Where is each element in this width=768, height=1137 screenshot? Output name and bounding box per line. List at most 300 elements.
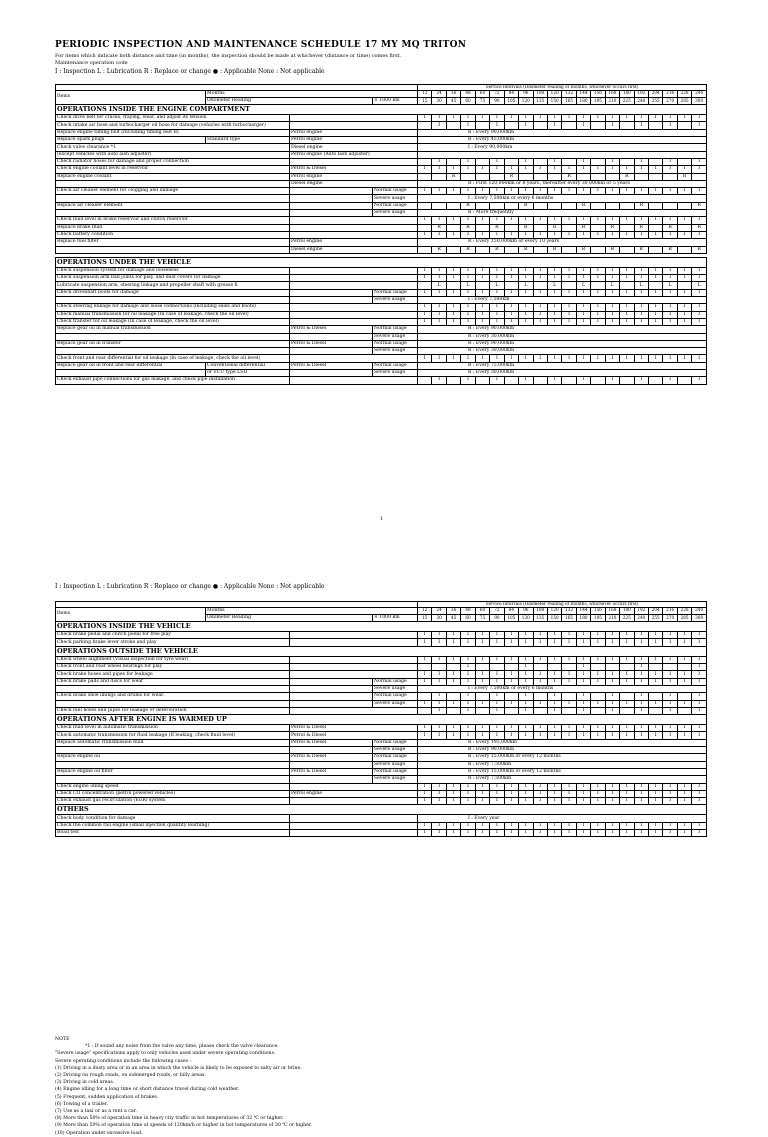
interval-cell: I	[533, 639, 547, 646]
odometer-label: Odometer Reading	[206, 614, 373, 621]
table-row	[56, 664, 707, 671]
table-row	[56, 830, 707, 837]
item-label: Replace fuel filter	[56, 239, 290, 246]
interval-cell: I	[677, 725, 691, 732]
interval-cell: I	[533, 289, 547, 296]
interval-cell: I	[634, 289, 648, 296]
km-value: 210	[605, 614, 619, 621]
interval-cell: I	[432, 377, 446, 384]
interval-cell: I	[663, 122, 677, 129]
interval-cell	[562, 377, 576, 384]
months-value: 132	[562, 607, 576, 614]
interval-cell	[649, 224, 663, 231]
interval-cell: I	[620, 790, 634, 797]
interval-cell: I	[620, 798, 634, 805]
item-label: Check the common rail engine (small injection quantity learning)	[56, 822, 290, 829]
months-value: 60	[475, 90, 489, 97]
interval-cell: I	[576, 822, 590, 829]
interval-cell: I	[562, 217, 576, 224]
interval-cell: I	[576, 166, 590, 173]
interval-cell: R	[490, 224, 504, 231]
item-label: Replace gear oil in front and rear differential	[56, 362, 206, 369]
interval-cell: I	[446, 115, 460, 122]
interval-cell: I	[692, 166, 707, 173]
km-value: 90	[490, 97, 504, 104]
months-value: 108	[533, 90, 547, 97]
interval-cell: I	[605, 783, 619, 790]
interval-cell: I	[591, 355, 605, 362]
interval-cell: L	[576, 282, 590, 289]
interval-cell: I	[605, 693, 619, 700]
interval-cell	[446, 377, 460, 384]
interval-cell: I	[562, 798, 576, 805]
code-title: Maintenance operation code	[55, 60, 128, 66]
interval-cell: I	[504, 783, 518, 790]
interval-cell: R	[519, 202, 533, 209]
interval-cell: I	[418, 311, 432, 318]
interval-cell: I	[562, 822, 576, 829]
interval-cell: I	[446, 656, 460, 663]
engine-type	[290, 815, 418, 822]
km-value: 165	[562, 614, 576, 621]
item-label: Check front and rear differential for oil leakage (In case of leakage, check the oil level)	[56, 355, 290, 362]
interval-cell: I	[562, 318, 576, 325]
table-row	[56, 239, 707, 246]
interval-cell: I	[461, 700, 475, 707]
interval-cell: I	[663, 217, 677, 224]
interval-cell: I	[634, 158, 648, 165]
item-label: Check brake pads and discs for wear	[56, 678, 290, 685]
usage-type: Normal usage	[373, 754, 418, 761]
interval-cell	[649, 173, 663, 180]
engine-type	[290, 707, 418, 714]
interval-note: R : Every 90,000km	[418, 340, 707, 347]
odometer-label: Odometer Reading	[206, 97, 373, 104]
interval-cell: I	[562, 632, 576, 639]
engine-type	[290, 282, 418, 289]
interval-cell	[562, 224, 576, 231]
interval-cell	[620, 707, 634, 714]
interval-cell: I	[519, 115, 533, 122]
interval-cell: I	[663, 304, 677, 311]
interval-cell	[432, 664, 446, 671]
interval-cell: I	[591, 783, 605, 790]
interval-cell: I	[591, 830, 605, 837]
interval-cell: I	[475, 231, 489, 238]
interval-cell: I	[475, 267, 489, 274]
engine-type: Petrol & Diesel	[290, 725, 418, 732]
interval-cell: I	[547, 304, 561, 311]
interval-cell: I	[620, 217, 634, 224]
interval-cell: I	[620, 639, 634, 646]
interval-cell: I	[475, 822, 489, 829]
interval-cell: I	[677, 304, 691, 311]
interval-cell: I	[591, 267, 605, 274]
interval-cell	[547, 202, 561, 209]
interval-cell: I	[663, 231, 677, 238]
interval-cell: I	[519, 707, 533, 714]
interval-cell: I	[490, 732, 504, 739]
usage-type: Severe usage	[373, 297, 418, 304]
interval-cell: I	[490, 822, 504, 829]
item-label: Check exhaust gas recirculation (EGR) system	[56, 798, 290, 805]
interval-cell: R	[461, 202, 475, 209]
interval-cell	[677, 377, 691, 384]
interval-cell: I	[605, 158, 619, 165]
interval-cell: I	[692, 318, 707, 325]
km-value: 210	[605, 97, 619, 104]
months-value: 84	[504, 607, 518, 614]
interval-cell: I	[519, 678, 533, 685]
interval-cell: I	[490, 707, 504, 714]
interval-cell: I	[461, 693, 475, 700]
interval-cell: I	[634, 656, 648, 663]
interval-cell: R	[692, 202, 707, 209]
engine-type	[290, 333, 373, 340]
interval-cell: I	[634, 678, 648, 685]
item-label	[56, 348, 290, 355]
item-label	[56, 210, 290, 217]
km-value: 195	[591, 614, 605, 621]
interval-cell: I	[634, 725, 648, 732]
interval-cell: I	[649, 304, 663, 311]
engine-type	[290, 210, 373, 217]
interval-cell	[475, 664, 489, 671]
item-label: Check exhaust pipe connections for gas leakage, and check pipe installation	[56, 377, 290, 384]
interval-cell: I	[576, 231, 590, 238]
km-value: 225	[620, 614, 634, 621]
interval-cell: I	[418, 732, 432, 739]
interval-cell: I	[649, 732, 663, 739]
interval-cell: I	[649, 311, 663, 318]
interval-cell: I	[634, 318, 648, 325]
interval-cell: I	[649, 700, 663, 707]
interval-cell: I	[490, 678, 504, 685]
km-value: 90	[490, 614, 504, 621]
interval-cell: I	[504, 700, 518, 707]
item-label: Check driveshaft boots for damage	[56, 289, 290, 296]
item-label	[56, 333, 290, 340]
months-value: 108	[533, 607, 547, 614]
interval-cell: I	[432, 725, 446, 732]
engine-type	[290, 115, 418, 122]
interval-cell: I	[432, 732, 446, 739]
interval-cell: I	[432, 783, 446, 790]
interval-cell	[475, 158, 489, 165]
interval-cell: I	[677, 732, 691, 739]
interval-cell: I	[504, 311, 518, 318]
engine-type	[290, 798, 418, 805]
interval-cell: I	[649, 632, 663, 639]
interval-cell: I	[418, 289, 432, 296]
interval-cell: I	[692, 267, 707, 274]
table-row	[56, 747, 707, 754]
interval-cell: I	[634, 632, 648, 639]
interval-cell	[591, 122, 605, 129]
interval-cell	[418, 202, 432, 209]
interval-note: R : Every 90,000km	[418, 129, 707, 136]
km-value: 120	[519, 614, 533, 621]
km-value: 240	[634, 614, 648, 621]
engine-type	[290, 224, 418, 231]
interval-cell	[446, 246, 460, 253]
interval-cell: I	[432, 822, 446, 829]
table-row	[56, 678, 707, 685]
interval-cell: I	[504, 725, 518, 732]
usage-type: Severe usage	[373, 776, 418, 783]
engine-type: Diesel engine	[290, 246, 418, 253]
interval-cell: I	[504, 830, 518, 837]
interval-cell: I	[649, 217, 663, 224]
interval-cell: I	[620, 166, 634, 173]
interval-cell	[475, 202, 489, 209]
interval-cell: I	[605, 115, 619, 122]
interval-cell	[446, 224, 460, 231]
interval-cell: I	[634, 822, 648, 829]
interval-cell: I	[504, 632, 518, 639]
interval-cell: R	[663, 246, 677, 253]
item-label: Check engine coolant level in reservoir	[56, 166, 290, 173]
interval-cell: I	[547, 725, 561, 732]
item-label: Replace engine timing belt (Including timing belt B)	[56, 129, 290, 136]
item-label: Replace gear oil in manual transmission	[56, 326, 290, 333]
interval-cell	[677, 122, 691, 129]
interval-cell: I	[663, 275, 677, 282]
km-value: 45	[446, 97, 460, 104]
interval-cell: I	[692, 732, 707, 739]
interval-cell: I	[519, 790, 533, 797]
interval-cell: I	[663, 678, 677, 685]
km-value: 75	[475, 97, 489, 104]
interval-cell: I	[418, 231, 432, 238]
interval-cell: I	[576, 377, 590, 384]
interval-cell: I	[475, 656, 489, 663]
interval-cell: I	[475, 289, 489, 296]
interval-cell: I	[490, 355, 504, 362]
interval-cell: I	[547, 639, 561, 646]
interval-cell: I	[576, 275, 590, 282]
interval-cell: I	[634, 732, 648, 739]
interval-note: R : First 120,000km or 8 years, thereafter every 30,000km or 5 years	[418, 180, 707, 187]
interval-cell: L	[490, 282, 504, 289]
interval-cell: I	[605, 188, 619, 195]
interval-cell: I	[446, 830, 460, 837]
interval-cell	[591, 664, 605, 671]
interval-cell: I	[591, 798, 605, 805]
table-row	[56, 761, 707, 768]
engine-type: Petrol engine (Auto lash adjuster)	[290, 151, 418, 158]
interval-cell: I	[446, 790, 460, 797]
interval-cell: I	[519, 632, 533, 639]
interval-cell: I	[649, 822, 663, 829]
engine-type	[290, 830, 418, 837]
interval-cell: I	[605, 700, 619, 707]
interval-cell: I	[562, 289, 576, 296]
interval-cell: I	[692, 822, 707, 829]
table-row	[56, 166, 707, 173]
engine-type	[290, 664, 418, 671]
engine-type	[290, 776, 373, 783]
interval-cell	[620, 664, 634, 671]
interval-cell: I	[677, 115, 691, 122]
interval-cell: I	[432, 632, 446, 639]
interval-cell: I	[432, 289, 446, 296]
interval-cell: I	[649, 783, 663, 790]
unit-label: × 1000 km	[373, 614, 418, 621]
interval-cell: I	[519, 188, 533, 195]
engine-type	[290, 289, 373, 296]
interval-cell: I	[519, 122, 533, 129]
interval-cell	[504, 693, 518, 700]
interval-cell: I	[649, 231, 663, 238]
interval-cell: I	[649, 678, 663, 685]
interval-cell: I	[519, 822, 533, 829]
engine-type	[290, 348, 373, 355]
interval-cell: I	[576, 158, 590, 165]
interval-cell: I	[519, 355, 533, 362]
months-value: 144	[576, 607, 590, 614]
interval-cell: I	[490, 693, 504, 700]
interval-cell: I	[490, 656, 504, 663]
interval-cell: I	[692, 656, 707, 663]
interval-cell: I	[432, 671, 446, 678]
interval-cell	[533, 246, 547, 253]
interval-cell: I	[605, 311, 619, 318]
interval-cell: I	[475, 311, 489, 318]
interval-cell: I	[692, 664, 707, 671]
usage-type: Normal usage	[373, 678, 418, 685]
interval-cell: I	[663, 289, 677, 296]
interval-cell: I	[519, 830, 533, 837]
interval-cell	[490, 202, 504, 209]
interval-cell: R	[519, 246, 533, 253]
section-header: OTHERS	[56, 805, 707, 815]
table-row	[56, 275, 707, 282]
interval-cell	[461, 173, 475, 180]
interval-cell: I	[475, 790, 489, 797]
interval-cell: I	[446, 311, 460, 318]
interval-cell: I	[591, 275, 605, 282]
interval-cell: I	[519, 289, 533, 296]
interval-cell: I	[519, 166, 533, 173]
interval-cell: I	[634, 231, 648, 238]
interval-cell: I	[533, 632, 547, 639]
interval-cell: I	[432, 311, 446, 318]
table-row	[56, 173, 707, 180]
interval-note: I : Every 7,500km or every 6 months	[418, 195, 707, 202]
interval-cell: I	[591, 639, 605, 646]
engine-type: Petrol engine	[290, 790, 418, 797]
interval-cell: I	[605, 822, 619, 829]
item-label	[56, 246, 290, 253]
interval-cell: I	[533, 783, 547, 790]
interval-cell: I	[591, 732, 605, 739]
interval-cell: I	[562, 790, 576, 797]
interval-cell: I	[692, 217, 707, 224]
months-value: 216	[663, 607, 677, 614]
interval-cell: I	[591, 678, 605, 685]
items-header: Items	[56, 607, 206, 622]
interval-cell: I	[547, 822, 561, 829]
item-label: Check manual transmission for oil leakage (In case of leakage, check the oil level)	[56, 311, 290, 318]
usage-type: Severe usage	[373, 333, 418, 340]
interval-cell	[418, 282, 432, 289]
interval-cell: I	[519, 783, 533, 790]
interval-cell	[649, 122, 663, 129]
interval-cell: I	[446, 289, 460, 296]
interval-cell: I	[461, 158, 475, 165]
interval-cell: I	[692, 304, 707, 311]
interval-cell	[591, 707, 605, 714]
interval-cell: I	[547, 700, 561, 707]
interval-cell: I	[591, 166, 605, 173]
interval-cell: I	[475, 783, 489, 790]
interval-cell	[591, 282, 605, 289]
interval-cell: I	[461, 656, 475, 663]
interval-cell: I	[576, 318, 590, 325]
page-title: PERIODIC INSPECTION AND MAINTENANCE SCHEDULE 17 MY MQ TRITON	[55, 40, 467, 50]
interval-cell: I	[432, 693, 446, 700]
section-header: OPERATIONS INSIDE THE ENGINE COMPARTMENT	[56, 105, 707, 115]
interval-cell: I	[591, 318, 605, 325]
engine-type	[290, 671, 418, 678]
months-value: 168	[605, 90, 619, 97]
interval-cell: I	[461, 632, 475, 639]
engine-type: Petrol engine	[290, 239, 418, 246]
interval-cell	[649, 377, 663, 384]
interval-cell: I	[446, 166, 460, 173]
interval-cell: I	[533, 217, 547, 224]
table-row	[56, 224, 707, 231]
interval-cell: I	[649, 830, 663, 837]
interval-cell: I	[634, 639, 648, 646]
interval-cell: I	[591, 188, 605, 195]
interval-note: R : Every 150,000km or every 10 years	[418, 239, 707, 246]
interval-cell: I	[634, 783, 648, 790]
table-row	[56, 700, 707, 707]
usage-type: Normal usage	[373, 768, 418, 775]
usage-type: Normal usage	[373, 326, 418, 333]
interval-cell: I	[605, 639, 619, 646]
item-label: Check valve clearance *1	[56, 144, 290, 151]
item-label: Check brake pedal and clutch pedal for free play	[56, 632, 290, 639]
km-value: 180	[576, 97, 590, 104]
interval-cell	[418, 158, 432, 165]
interval-cell: I	[663, 671, 677, 678]
interval-cell: I	[519, 217, 533, 224]
interval-cell: I	[692, 678, 707, 685]
table-row	[56, 671, 707, 678]
months-value: 96	[519, 607, 533, 614]
interval-cell	[620, 377, 634, 384]
interval-cell: I	[620, 267, 634, 274]
interval-cell: I	[634, 377, 648, 384]
item-label: Check drive belt for cracks, fraying, wear, and adjust its tension	[56, 115, 290, 122]
interval-cell	[677, 246, 691, 253]
interval-cell: I	[446, 632, 460, 639]
km-value: 60	[461, 614, 475, 621]
engine-type	[290, 355, 418, 362]
engine-type: Petrol & Diesel	[290, 732, 418, 739]
months-value: 72	[490, 607, 504, 614]
interval-cell	[475, 224, 489, 231]
interval-cell	[562, 693, 576, 700]
interval-cell: I	[446, 639, 460, 646]
interval-cell: I	[692, 311, 707, 318]
interval-cell: R	[432, 224, 446, 231]
table-row	[56, 326, 707, 333]
interval-cell: I	[490, 632, 504, 639]
